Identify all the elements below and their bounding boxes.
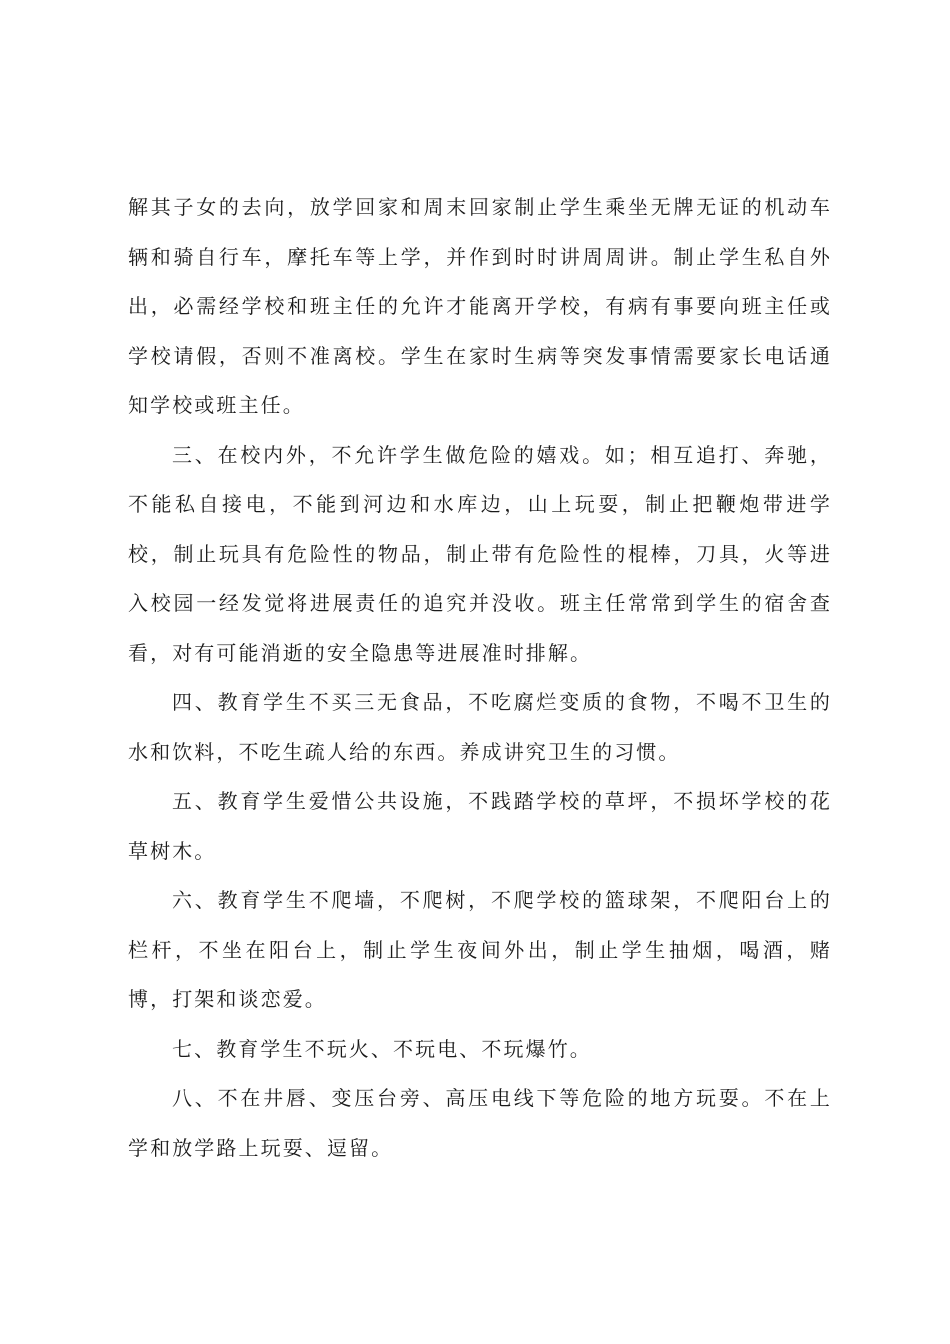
paragraph-item-6: 六、教育学生不爬墙，不爬树，不爬学校的篮球架，不爬阳台上的栏杆，不坐在阳台上，制止学生夜间外出，制止学生抽烟，喝酒，赌博，打架和谈恋爱。 xyxy=(128,888,832,1011)
paragraph-item-7: 七、教育学生不玩火、不玩电、不玩爆竹。 xyxy=(172,1036,592,1061)
document-body xyxy=(128,183,832,1173)
paragraph-item-3: 三、在校内外，不允许学生做危险的嬉戏。如；相互追打、奔驰，不能私自接电，不能到河边和水库边，山上玩耍，制止把鞭炮带进学校，制止玩具有危险性的物品，制止带有危险性的棍棒，刀具，火等进入校园一经发觉将进展责任的追究并没收。班主任常常到学生的宿舍查看，对有可能消逝的安全隐患等进展准时排解。 xyxy=(128,442,832,665)
paragraph-item-5: 五、教育学生爱惜公共设施，不践踏学校的草坪，不损坏学校的花草树木。 xyxy=(128,789,832,863)
paragraph-item-8: 八、不在井唇、变压台旁、高压电线下等危险的地方玩耍。不在上学和放学路上玩耍、逗留。 xyxy=(128,1086,832,1160)
paragraph-item-4: 四、教育学生不买三无食品，不吃腐烂变质的食物，不喝不卫生的水和饮料，不吃生疏人给的东西。养成讲究卫生的习惯。 xyxy=(128,690,832,764)
paragraph-continuation: 解其子女的去向，放学回家和周末回家制止学生乘坐无牌无证的机动车辆和骑自行车，摩托车等上学，并作到时时讲周周讲。制止学生私自外出，必需经学校和班主任的允许才能离开学校，有病有事要向班主任或学校请假，否则不准离校。学生在家时生病等突发事情需要家长电话通知学校或班主任。 xyxy=(128,195,832,417)
